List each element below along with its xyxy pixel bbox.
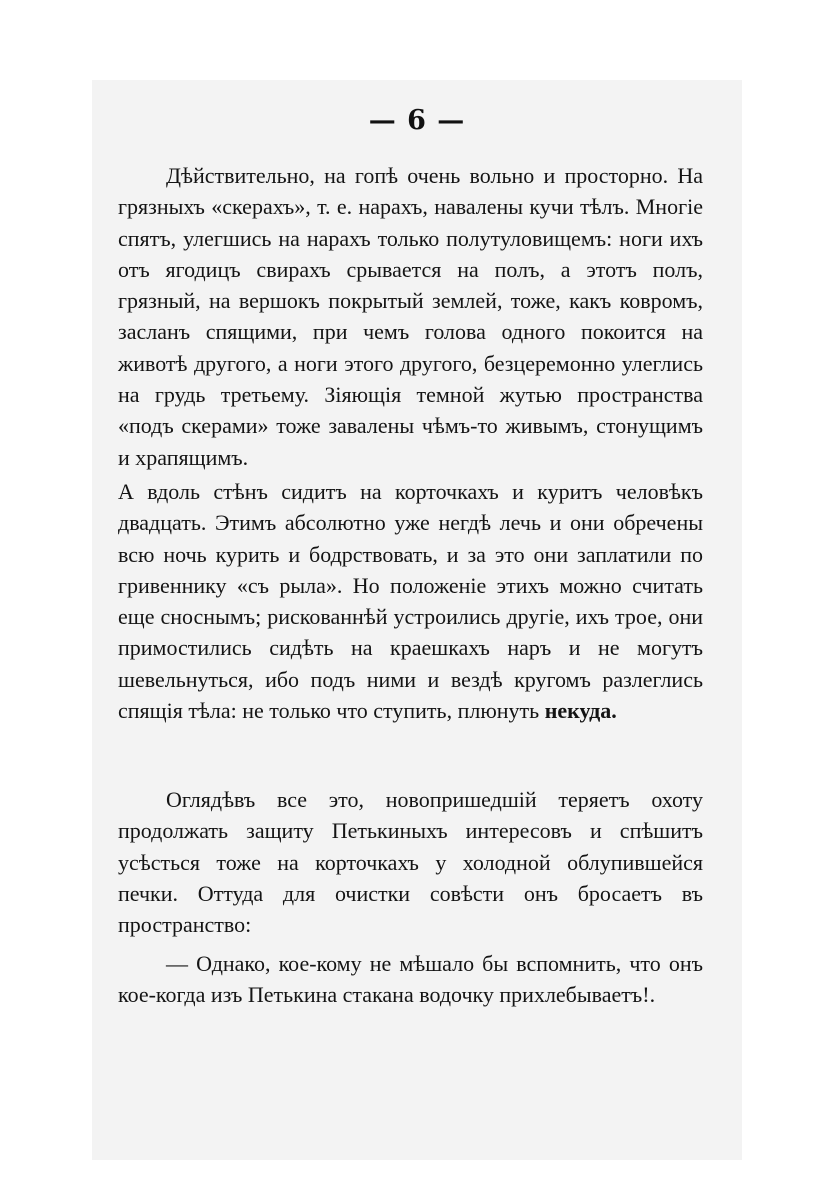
paragraph-2-block (118, 476, 703, 726)
paragraph-2 (118, 476, 703, 726)
paragraph-2-text: А вдоль стѣнъ сидитъ на корточкахъ и куритъ человѣкъ двадцать. Этимъ абсолютно уже негдѣ лечь и они обречены всю ночь курить и бодрствовать, и за это они заплатили по гривеннику «съ рыла». Но положеніе этихъ можно считать еще сноснымъ; рискованнѣй устроились другіе, ихъ трое, они примостились сидѣть на краешкахъ наръ и не могутъ шевельнуться, ибо подъ ними и вездѣ кругомъ разлеглись спящія тѣла: не только что ступить, плюнуть (118, 479, 703, 724)
paragraph-4: — Однако, кое-кому не мѣшало бы вспомнить, что онъ кое-когда изъ Петькина стакана водочку прихлебываетъ!. (118, 951, 703, 1008)
paragraph-4-block (118, 948, 703, 1011)
paragraph-2-emphasis: некуда. (544, 698, 617, 724)
paragraph-1-block (118, 160, 703, 473)
book-page (92, 80, 742, 1160)
paragraph-3-block (118, 784, 703, 940)
paragraph-3: Оглядѣвъ все это, новопришедшій теряетъ охоту продолжать защиту Петькиныхъ интересовъ и спѣшитъ усѣсться тоже на корточкахъ у холодной облупившейся печки. Оттуда для очистки совѣсти онъ бросаетъ въ пространство: (118, 787, 703, 938)
page-number: — 6 — (368, 105, 466, 136)
paragraph-1: Дѣйствительно, на гопѣ очень вольно и просторно. На грязныхъ «скерахъ», т. е. нарахъ, навалены кучи тѣлъ. Многіе спятъ, улегшись на нарахъ только полутуловищемъ: ноги ихъ отъ ягодицъ свирахъ срывается на полъ, а этотъ полъ, грязный, на вершокъ покрытый землей, тоже, какъ ковромъ, засланъ спящими, при чемъ голова одного покоится на животѣ другого, а ноги этого другого, безцеремонно улеглись на грудь третьему. Зіяющія темной жутью пространства «подъ скерами» тоже завалены чѣмъ-то живымъ, стонущимъ и храпящимъ. (118, 163, 703, 470)
